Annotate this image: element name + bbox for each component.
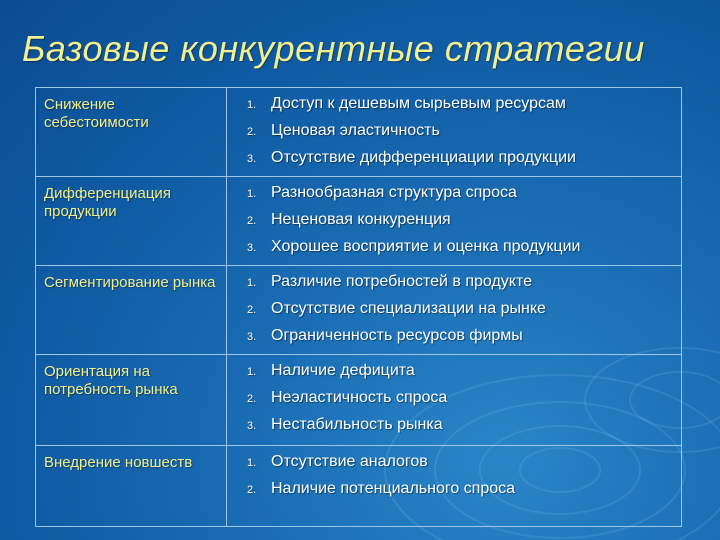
strategy-name: Внедрение новшеств — [36, 446, 227, 527]
item-number: 1. — [247, 457, 257, 469]
list-item — [227, 95, 675, 122]
item-number: 2. — [247, 304, 257, 316]
list-item — [227, 238, 675, 265]
item-text: Хорошее восприятие и оценка продукции — [271, 238, 581, 255]
list-item — [227, 273, 675, 300]
item-text: Различие потребностей в продукте — [271, 273, 533, 290]
conditions-list — [227, 362, 675, 443]
strategy-name: Ориентация на потребность рынка — [36, 355, 227, 446]
table-row — [36, 266, 682, 355]
item-text: Наличие дефицита — [271, 362, 415, 379]
item-number: 2. — [247, 126, 257, 138]
item-text: Отсутствие аналогов — [271, 453, 428, 470]
list-item — [227, 453, 675, 480]
item-number: 3. — [247, 242, 257, 254]
table-row — [36, 355, 682, 446]
item-number: 2. — [247, 484, 257, 496]
item-text: Нестабильность рынка — [271, 416, 443, 433]
table-row — [36, 177, 682, 266]
item-number: 1. — [247, 366, 257, 378]
item-number: 1. — [247, 99, 257, 111]
item-number: 3. — [247, 331, 257, 343]
conditions-cell — [227, 355, 682, 446]
conditions-cell — [227, 446, 682, 527]
item-text: Неэластичность спроса — [271, 389, 448, 406]
item-number: 3. — [247, 153, 257, 165]
item-text: Отсутствие дифференциации продукции — [271, 149, 576, 166]
list-item — [227, 211, 675, 238]
conditions-list — [227, 95, 675, 176]
strategy-name: Сегментирование рынка — [36, 266, 227, 355]
table-row — [36, 88, 682, 177]
item-text: Наличие потенциального спроса — [271, 480, 516, 497]
item-number: 2. — [247, 393, 257, 405]
strategy-name: Снижение себестоимости — [36, 88, 227, 177]
list-item — [227, 122, 675, 149]
list-item — [227, 327, 675, 354]
item-number: 2. — [247, 215, 257, 227]
item-number: 1. — [247, 188, 257, 200]
conditions-list — [227, 184, 675, 265]
item-text: Ограниченность ресурсов фирмы — [271, 327, 523, 344]
list-item — [227, 416, 675, 443]
conditions-list — [227, 453, 675, 507]
item-number: 1. — [247, 277, 257, 289]
list-item — [227, 184, 675, 211]
item-number: 3. — [247, 420, 257, 432]
conditions-list — [227, 273, 675, 354]
item-text: Разнообразная структура спроса — [271, 184, 517, 201]
strategy-name: Дифференциация продукции — [36, 177, 227, 266]
conditions-cell — [227, 266, 682, 355]
conditions-cell — [227, 88, 682, 177]
slide-title: Базовые конкурентные стратегии — [22, 28, 645, 69]
table-row — [36, 446, 682, 527]
item-text: Ценовая эластичность — [271, 122, 440, 139]
list-item — [227, 389, 675, 416]
list-item — [227, 300, 675, 327]
conditions-cell — [227, 177, 682, 266]
list-item — [227, 362, 675, 389]
list-item — [227, 149, 675, 176]
item-text: Отсутствие специализации на рынке — [271, 300, 546, 317]
item-text: Доступ к дешевым сырьевым ресурсам — [271, 95, 566, 112]
list-item — [227, 480, 675, 507]
strategies-table — [35, 87, 682, 527]
item-text: Неценовая конкуренция — [271, 211, 451, 228]
